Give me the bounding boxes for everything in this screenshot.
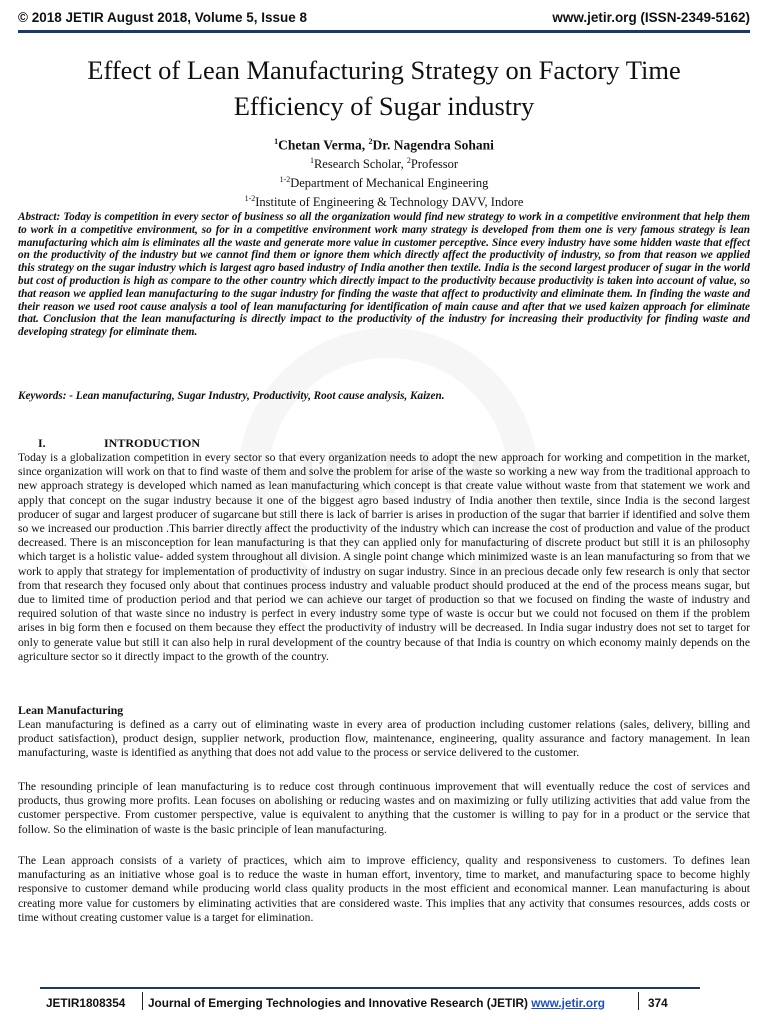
keywords: Keywords: - Lean manufacturing, Sugar Industry, Productivity, Root cause analysis, Kaizen. (18, 390, 445, 402)
header-website-issn: www.jetir.org (ISSN-2349-5162) (552, 10, 750, 25)
watermark-text: JETIR (282, 439, 494, 506)
running-footer (40, 987, 700, 1011)
author1-affil-mark: 1 (274, 137, 279, 146)
footer-journal-name: Journal of Emerging Technologies and Innovative Research (JETIR) (148, 996, 532, 1010)
section-heading-introduction (18, 436, 200, 451)
author-block (18, 134, 750, 210)
role2-mark: 2 (406, 155, 411, 165)
inst-mark: 1-2 (244, 193, 256, 203)
dept-mark: 1-2 (279, 174, 291, 184)
author2-name: Dr. Nagendra Sohani (372, 137, 494, 153)
dept-text: Department of Mechanical Engineering (290, 175, 489, 190)
header-rule (18, 30, 750, 33)
footer-page-number: 374 (648, 996, 668, 1010)
section-title: INTRODUCTION (104, 436, 201, 450)
author-institute (18, 191, 750, 210)
title-line-1: Effect of Lean Manufacturing Strategy on Factory Time (87, 55, 681, 85)
inst-text: Institute of Engineering & Technology DAVV, Indore (255, 194, 524, 209)
role1-text: Research Scholar, (313, 156, 407, 171)
role1-mark: 1 (309, 155, 314, 165)
lean-paragraph-2: The resounding principle of lean manufacturing is to reduce cost through continuous improvement that will eventually reduce the cost of services and products, thus growing more profits. Lean focuses on abolishing or reducing wastes and on maximizing or fully utilizing activities that add value from the customer perspective. From customer perspective, value is equivalent to anything that the customer is willing to pay for in a product or the service that follow. So the elimination of waste is the basic principle of lean manufacturing. (18, 780, 750, 836)
role2-text: Professor (410, 156, 459, 171)
section-number: I. (38, 436, 46, 450)
footer-paper-id: JETIR1808354 (46, 996, 126, 1010)
lean-paragraph-3: The Lean approach consists of a variety of practices, which aim to improve efficiency, quality and responsiveness to customers. To defines lean manufacturing as an initiative whose goal is to reduce the waste in human effort, inventory, time to market, and manufacturing space to become highly responsive to customer demand while producing world class quality products in the most efficient and economical manner. Lean manufacturing is about creating more value for customers by eliminating activities that are considered waste. This implies that any activity that consumes resources, adds costs or time without creating customer value is a target for elimination. (18, 854, 750, 924)
author-names (18, 134, 750, 153)
title-line-2: Efficiency of Sugar industry (233, 91, 535, 121)
footer-separator (142, 992, 143, 1010)
introduction-paragraph: Today is a globalization competition in every sector so that every organization needs to adopt the new approach for working and competition in the market, since organization will work on that to find waste of them and solve the problem for arise of the waste so working a new way from the traditional approach to new approach strategy is developed which named as lean manufacturing which concept is that create value without waste from that statement we work and apply that concept on the sugar industry because it one of the biggest agro based industry of India another then textile, since India is the second largest producer of sugar and largest producer of sugarcane but still there is lack of barrier is arises in production of the sugar that barrier if identified and solve them so we increased our production .This barrier directly affect the productivity of the industry which can increase the cost of production and value of the product decreased. There is an misconception for lean manufacturing is that they can applied only for manufacturing of discrete product but still it is an philosophy which target is a holistic value- added system throughout all division. A single point change which minimized waste is an lean manufacturing so from that we work to apply that strategy for implementation of productivity of industry on sugar industry. Since in an precious decade only few research is only that sector from that research they focused only about that continues process industry and valuable product should produced at the end of the process means sugar, but due to limited time of production period and that period we can achieve our target of production so that we focused on finding the waste of industry and required solution of that waste since no industry is perfect in every industry some type of waste is occur but we could not focused on them if the problem arises in big form then e focused on them because they effect the productivity of industry will be decreased. In India sugar industry does not set to target for only to generate value but still it can also help in rural development of the country because of that India is country on which economy mainly depends on the agriculture sector so it directly impact to the growth of the country. (18, 451, 750, 663)
author1-name: Chetan Verma, (278, 137, 369, 153)
running-header (18, 8, 750, 30)
author2-affil-mark: 2 (368, 137, 373, 146)
subheading-lean-manufacturing: Lean Manufacturing (18, 703, 124, 717)
footer-website-link[interactable]: www.jetir.org (531, 996, 605, 1010)
paper-title (18, 52, 750, 124)
author-department (18, 172, 750, 191)
footer-rule (40, 987, 700, 989)
header-issue-info: © 2018 JETIR August 2018, Volume 5, Issue 8 (18, 10, 308, 25)
abstract: Abstract: Today is competition in every sector of business so all the organization would find new strategy to work in a competitive environment that help them to work in a competitive environment, so for in a competitive environment work many strategy is developed from them one is very famous strategy is lean manufacturing which aim is eliminates all the waste and generate more value in customer perceptive. Since every industry have some hidden waste that effect on the productivity of the industry but we cannot find them or ignore them which directly affect the productivity of industry, so from that reason we applied this strategy on the sugar industry which is largest agro based industry of India another then textile. India is the second largest producer of sugar in the world but cost of production is high as compare to the other country which directly impact to the productivity because productivity is taken into account of value, so that reason we applied lean manufacturing to the sugar industry for finding the waste that affect to productivity and eliminate them. In finding the waste and their reason we used root cause analysis a tool of lean manufacturing for identification of main cause and after that we used kaizen approach for eliminate that. Conclusion that the lean manufacturing is directly impact to the productivity of the industry for increasing their productivity for finding waste and developing strategy for eliminate them. (18, 211, 750, 339)
lean-paragraph-1: Lean manufacturing is defined as a carry out of eliminating waste in every area of production including customer relations (sales, delivery, billing and product satisfaction), product design, supplier network, production flow, maintenance, engineering, quality assurance and factory management. In lean manufacturing, waste is identified as anything that does not add value to the process or service delivered to the customer. (18, 718, 750, 760)
author-roles (18, 153, 750, 172)
footer-journal (148, 996, 605, 1010)
footer-separator (638, 992, 639, 1010)
